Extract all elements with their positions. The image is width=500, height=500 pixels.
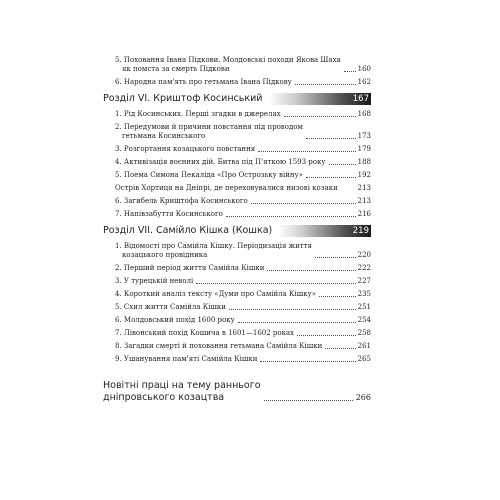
toc-entry-title	[103, 145, 255, 154]
toc-entry-title	[103, 355, 257, 364]
toc-page-number: 251	[357, 303, 371, 311]
toc-page-number: 222	[357, 264, 371, 272]
chapter-title: Розділ VI. Криштоф Косинський	[103, 93, 263, 104]
chapter-heading	[103, 92, 371, 105]
toc-page-number: 213	[357, 184, 371, 192]
toc-entry-line: 2. Передумови й причини повстання під проводом	[115, 123, 303, 131]
toc-page-number: 216	[357, 210, 371, 218]
toc-page-number: 179	[357, 145, 371, 153]
toc-entry	[103, 242, 371, 260]
toc-entry-title	[103, 264, 264, 273]
toc-entry	[103, 56, 371, 74]
dot-leader	[284, 116, 356, 117]
toc-entry	[103, 210, 371, 219]
dot-leader	[258, 151, 355, 152]
dot-leader	[196, 283, 355, 284]
toc-entry-line: 8. Загадки смерті й поховання гетьмана Самійла Кішки	[115, 342, 323, 350]
toc-entry-title	[103, 158, 326, 167]
toc-entry-line: 4. Активізація воєнних дій. Битва під П'яткою 1593 року	[115, 158, 326, 166]
toc-page-number: 235	[357, 290, 371, 298]
dot-leader	[260, 361, 355, 362]
toc-entry-title	[103, 56, 341, 74]
toc-page-number: 213	[357, 197, 371, 205]
toc-entry-line: 7. Напівзабуття Косинського	[115, 210, 223, 218]
toc-entry-line: 5. Схил життя Самійла Кішки	[115, 303, 226, 311]
chapter-heading	[103, 224, 371, 237]
toc-entry	[103, 316, 371, 325]
dot-leader	[306, 138, 356, 139]
toc-page-number: 254	[357, 316, 371, 324]
toc-entry	[103, 171, 371, 180]
toc-entry-line: 2. Перший період життя Самійла Кішки	[115, 264, 265, 272]
toc-entry-line: 3. Розгортання козацького повстання	[115, 145, 256, 153]
toc-entry-line: 9. Ушанування пам'яті Самійла Кішки	[115, 355, 258, 363]
toc-entry-line: 3. У турецькій неволі	[115, 277, 194, 285]
toc-entry-title	[103, 197, 248, 206]
toc-page-number: 265	[357, 355, 371, 363]
table-of-contents	[103, 56, 371, 404]
toc-entry-line: 1. Відомості про Самійла Кішку. Періодизація життя	[115, 242, 312, 250]
toc-entry-line: 6. Загибель Криштофа Косинського	[115, 197, 248, 205]
toc-entry-title	[103, 316, 235, 325]
toc-entry	[103, 145, 371, 154]
dot-leader	[229, 309, 356, 310]
toc-entry-title	[103, 277, 193, 286]
toc-entry	[103, 197, 371, 206]
toc-entry-line: 7. Лівонський похід Кошича в 1601—1602 роках	[115, 329, 295, 337]
toc-entry	[103, 184, 371, 193]
toc-entry-line: 4. Короткий аналіз тексту «Думи про Самійла Кішку»	[115, 290, 316, 298]
toc-entry	[103, 123, 371, 141]
toc-entry	[103, 290, 371, 299]
toc-entry-title	[103, 329, 294, 338]
toc-entry-title	[103, 171, 303, 180]
chapter-title: Розділ VII. Самійло Кішка (Кошка)	[103, 225, 273, 236]
toc-entry-line: козацького провідника	[122, 251, 208, 259]
toc-page-number: 261	[357, 342, 371, 350]
toc-entry-line: як помста за смерть Підкови	[122, 65, 230, 73]
toc-entry	[103, 329, 371, 338]
dot-leader	[251, 203, 356, 204]
dot-leader	[295, 84, 356, 85]
toc-entry	[103, 342, 371, 351]
toc-entry	[103, 264, 371, 273]
final-entry-line: Новітні праці на тему раннього	[103, 380, 261, 391]
final-toc-entry	[103, 380, 371, 404]
toc-entry-title	[103, 184, 338, 193]
dot-leader	[325, 348, 355, 349]
toc-page-number: 220	[357, 251, 371, 259]
toc-page-number: 258	[357, 329, 371, 337]
toc-page-number: 162	[357, 78, 371, 86]
toc-entry-title	[103, 78, 292, 87]
toc-page-number: 173	[357, 132, 371, 140]
toc-page-number: 192	[357, 171, 371, 179]
toc-entry-title	[103, 242, 312, 260]
dot-leader	[264, 400, 353, 401]
chapter-page-number: 219	[352, 225, 369, 236]
dot-leader	[315, 257, 356, 258]
dot-leader	[329, 164, 356, 165]
toc-entry-line: Острів Хортиця на Дніпрі, де переховувалися низові козаки	[115, 184, 338, 192]
toc-entry-line: гетьмана Косинського	[122, 132, 206, 140]
toc-page-number: 160	[357, 65, 371, 73]
toc-entry-line: 5. Поема Симона Пекаліда «Про Острозьку війну»	[115, 171, 303, 179]
toc-entry-title	[103, 342, 322, 351]
dot-leader	[319, 296, 356, 297]
toc-entry-title	[103, 210, 223, 219]
toc-page-number: 266	[355, 393, 371, 402]
toc-entry-line: 5. Поховання Івана Підкови. Молдовські походи Якова Шаха	[115, 56, 341, 64]
toc-entry	[103, 78, 371, 87]
toc-entry-line: 6. Молдовський похід 1600 року	[115, 316, 235, 324]
dot-leader	[267, 270, 355, 271]
toc-page-number: 168	[357, 110, 371, 118]
toc-entry	[103, 110, 371, 119]
toc-entry-title	[103, 110, 281, 119]
final-entry-title	[103, 380, 261, 404]
toc-entry	[103, 158, 371, 167]
toc-entry-line: 1. Рід Косинських. Перші згадки в джерелах	[115, 110, 281, 118]
toc-entry	[103, 303, 371, 312]
dot-leader	[297, 335, 356, 336]
toc-entry-line: 6. Народна пам'ять про гетьмана Івана Підкову	[115, 78, 292, 86]
chapter-gradient-bar	[278, 225, 371, 237]
chapter-page-number: 167	[352, 93, 369, 104]
dot-leader	[306, 177, 356, 178]
toc-entry	[103, 277, 371, 286]
dot-leader	[226, 216, 356, 217]
toc-page-number: 227	[357, 277, 371, 285]
toc-page-number: 188	[357, 158, 371, 166]
toc-entry	[103, 355, 371, 364]
dot-leader	[344, 71, 356, 72]
final-entry-line: дніпровського козацтва	[103, 392, 225, 403]
toc-entry-title	[103, 303, 226, 312]
toc-entry-title	[103, 123, 303, 141]
chapter-gradient-bar	[268, 93, 371, 105]
dot-leader	[238, 322, 356, 323]
toc-entry-title	[103, 290, 316, 299]
